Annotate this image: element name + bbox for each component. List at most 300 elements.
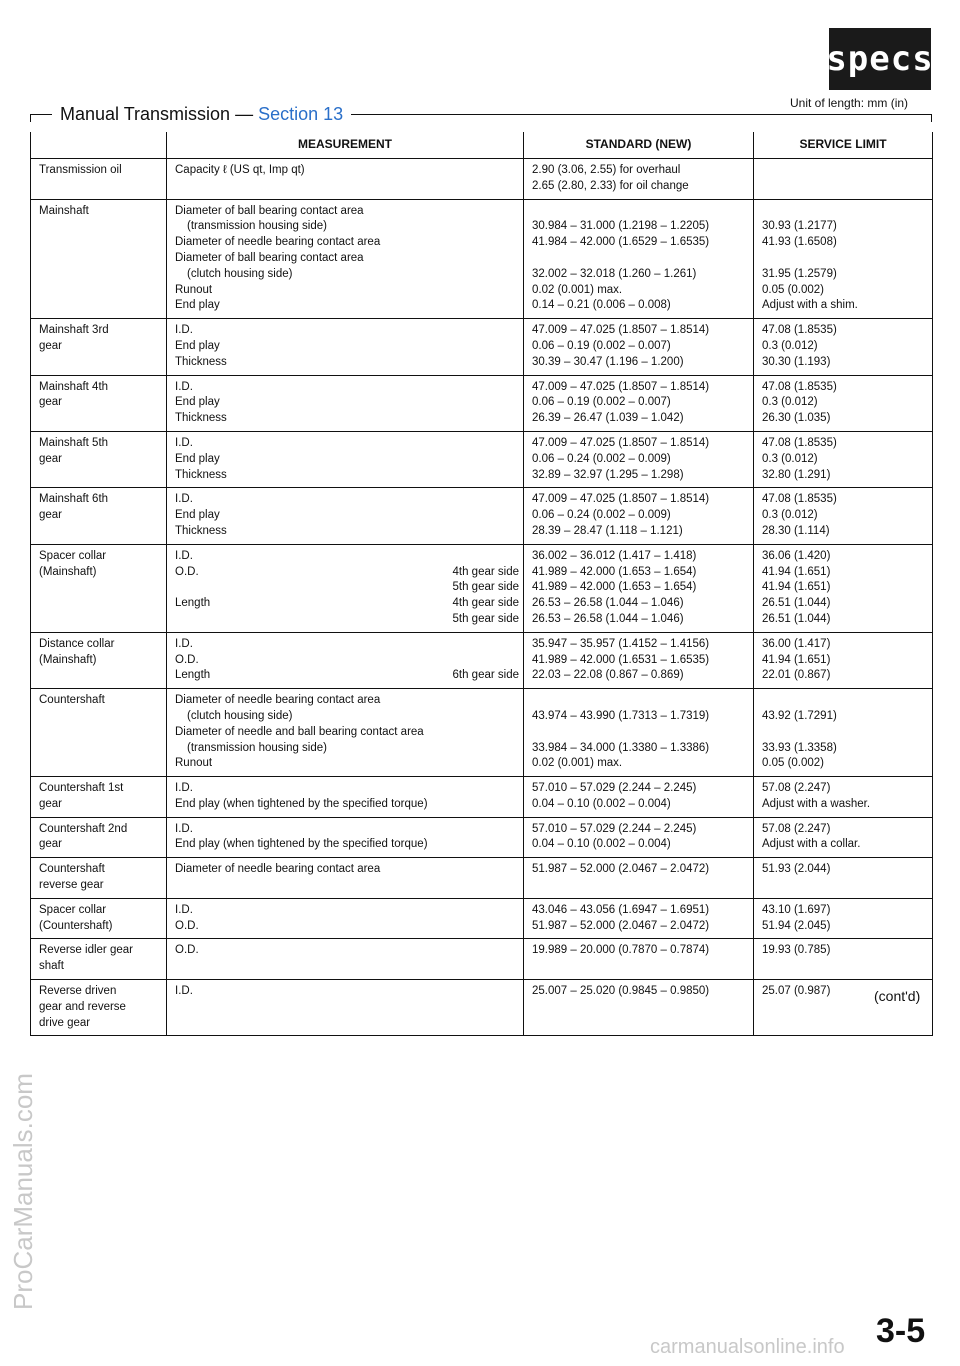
service-limit-value: 0.05 (0.002) bbox=[762, 283, 825, 296]
service-limit-value: 19.93 (0.785) bbox=[762, 944, 831, 957]
measurement-label: I.D. bbox=[175, 903, 193, 916]
standard-cell bbox=[524, 980, 754, 1036]
item-cell bbox=[31, 689, 167, 777]
measurement-cell bbox=[167, 488, 524, 544]
measurement-label: I.D. bbox=[175, 380, 193, 393]
measurement-line bbox=[175, 323, 519, 339]
measurement-qualifier: 5th gear side bbox=[452, 612, 519, 625]
standard-value: 32.002 – 32.018 (1.260 – 1.261) bbox=[532, 267, 697, 280]
standard-value: 30.39 – 30.47 (1.196 – 1.200) bbox=[532, 355, 684, 368]
standard-cell bbox=[524, 319, 754, 375]
measurement-label: I.D. bbox=[175, 436, 193, 449]
measurement-qualifier: 6th gear side bbox=[452, 669, 519, 682]
header-standard: STANDARD (NEW) bbox=[524, 132, 754, 159]
standard-value: 43.046 – 43.056 (1.6947 – 1.6951) bbox=[532, 903, 710, 916]
service-limit-cell bbox=[754, 488, 933, 544]
service-limit-value bbox=[762, 204, 928, 220]
measurement-label: I.D. bbox=[175, 822, 193, 835]
table-row bbox=[31, 375, 933, 431]
measurement-label: Thickness bbox=[175, 468, 227, 481]
standard-value: 47.009 – 47.025 (1.8507 – 1.8514) bbox=[532, 380, 710, 393]
table-row bbox=[31, 777, 933, 818]
measurement-label: O.D. bbox=[175, 919, 199, 932]
measurement-label: Thickness bbox=[175, 355, 227, 368]
measurement-line bbox=[175, 565, 519, 581]
measurement-line bbox=[175, 984, 519, 1000]
standard-value: 19.989 – 20.000 (0.7870 – 0.7874) bbox=[532, 944, 710, 957]
watermark-bottom: carmanualsonline.info bbox=[650, 1336, 845, 1358]
measurement-line bbox=[175, 903, 519, 919]
measurement-label: Runout bbox=[175, 283, 213, 296]
service-limit-value: 47.08 (1.8535) bbox=[762, 324, 837, 337]
service-limit-value: 57.08 (2.247) bbox=[762, 782, 831, 795]
item-label: shaft bbox=[39, 960, 64, 973]
measurement-line bbox=[175, 862, 519, 878]
service-limit-value: 43.92 (1.7291) bbox=[762, 709, 837, 722]
item-cell bbox=[31, 858, 167, 899]
item-label: drive gear bbox=[39, 1016, 91, 1029]
standard-cell bbox=[524, 544, 754, 632]
title-text: Manual Transmission bbox=[60, 104, 231, 124]
header-service-limit: SERVICE LIMIT bbox=[754, 132, 933, 159]
measurement-line bbox=[175, 452, 519, 468]
service-limit-value: Adjust with a collar. bbox=[762, 838, 861, 851]
standard-value: 32.89 – 32.97 (1.295 – 1.298) bbox=[532, 468, 684, 481]
service-limit-value: 43.10 (1.697) bbox=[762, 903, 831, 916]
service-limit-value: Adjust with a washer. bbox=[762, 797, 871, 810]
measurement-label: I.D. bbox=[175, 493, 193, 506]
standard-value bbox=[532, 1016, 749, 1032]
service-limit-cell bbox=[754, 632, 933, 688]
item-cell bbox=[31, 488, 167, 544]
measurement-label: O.D. bbox=[175, 653, 199, 666]
measurement-label: (clutch housing side) bbox=[187, 709, 293, 722]
measurement-line bbox=[175, 741, 519, 757]
standard-value: 2.65 (2.80, 2.33) for oil change bbox=[532, 179, 689, 192]
measurement-label: Thickness bbox=[175, 412, 227, 425]
standard-value: 30.984 – 31.000 (1.2198 – 1.2205) bbox=[532, 220, 710, 233]
measurement-line bbox=[175, 204, 519, 220]
measurement-line bbox=[175, 943, 519, 959]
service-limit-value bbox=[762, 959, 928, 975]
standard-value: 26.39 – 26.47 (1.039 – 1.042) bbox=[532, 412, 684, 425]
measurement-cell bbox=[167, 375, 524, 431]
standard-value: 47.009 – 47.025 (1.8507 – 1.8514) bbox=[532, 436, 710, 449]
measurement-label: Capacity ℓ (US qt, Imp qt) bbox=[175, 164, 305, 176]
standard-value: 26.53 – 26.58 (1.044 – 1.046) bbox=[532, 612, 684, 625]
item-label: Reverse driven bbox=[39, 985, 117, 998]
item-label: gear bbox=[39, 838, 63, 851]
measurement-line bbox=[175, 580, 519, 596]
item-label: Mainshaft 6th bbox=[39, 493, 109, 506]
standard-value: 0.14 – 0.21 (0.006 – 0.008) bbox=[532, 299, 671, 312]
item-label: Mainshaft 3rd bbox=[39, 324, 109, 337]
measurement-qualifier: 5th gear side bbox=[452, 581, 519, 594]
table-row bbox=[31, 898, 933, 939]
item-label: (Mainshaft) bbox=[39, 565, 97, 578]
table-row bbox=[31, 632, 933, 688]
measurement-line bbox=[175, 235, 519, 251]
service-limit-value: 28.30 (1.114) bbox=[762, 524, 830, 537]
standard-value: 0.06 – 0.24 (0.002 – 0.009) bbox=[532, 509, 671, 522]
header-rule-tick-right bbox=[931, 114, 932, 122]
measurement-cell bbox=[167, 544, 524, 632]
table-row bbox=[31, 817, 933, 858]
standard-value: 43.974 – 43.990 (1.7313 – 1.7319) bbox=[532, 709, 710, 722]
item-label: gear bbox=[39, 797, 63, 810]
service-limit-value: 0.3 (0.012) bbox=[762, 509, 818, 522]
item-label: Countershaft bbox=[39, 863, 105, 876]
service-limit-value: 31.95 (1.2579) bbox=[762, 267, 837, 280]
service-limit-cell bbox=[754, 817, 933, 858]
service-limit-value: 41.94 (1.651) bbox=[762, 581, 831, 594]
service-limit-cell bbox=[754, 375, 933, 431]
item-label: Mainshaft bbox=[39, 204, 89, 217]
standard-value: 0.04 – 0.10 (0.002 – 0.004) bbox=[532, 797, 671, 810]
item-label: gear bbox=[39, 339, 63, 352]
measurement-line bbox=[175, 709, 519, 725]
item-cell bbox=[31, 375, 167, 431]
standard-cell bbox=[524, 375, 754, 431]
measurement-line bbox=[175, 653, 519, 669]
standard-cell bbox=[524, 777, 754, 818]
service-limit-cell bbox=[754, 939, 933, 980]
service-limit-value bbox=[762, 163, 928, 179]
standard-value: 57.010 – 57.029 (2.244 – 2.245) bbox=[532, 822, 697, 835]
service-limit-value: 33.93 (1.3358) bbox=[762, 741, 837, 754]
standard-value: 41.989 – 42.000 (1.653 – 1.654) bbox=[532, 565, 697, 578]
standard-value: 41.984 – 42.000 (1.6529 – 1.6535) bbox=[532, 236, 710, 249]
standard-value: 0.06 – 0.19 (0.002 – 0.007) bbox=[532, 339, 671, 352]
measurement-line bbox=[175, 163, 519, 179]
service-limit-cell bbox=[754, 689, 933, 777]
standard-value: 2.90 (3.06, 2.55) for overhaul bbox=[532, 164, 681, 176]
measurement-label: End play bbox=[175, 509, 220, 522]
service-limit-value bbox=[762, 1016, 928, 1032]
standard-value: 28.39 – 28.47 (1.118 – 1.121) bbox=[532, 524, 683, 537]
measurement-line bbox=[175, 179, 519, 195]
service-limit-value bbox=[762, 878, 928, 894]
standard-value: 26.53 – 26.58 (1.044 – 1.046) bbox=[532, 597, 684, 610]
service-limit-value: 41.94 (1.651) bbox=[762, 653, 831, 666]
measurement-label: End play bbox=[175, 299, 220, 312]
item-cell bbox=[31, 431, 167, 487]
service-limit-value: Adjust with a shim. bbox=[762, 299, 858, 312]
measurement-line bbox=[175, 468, 519, 484]
table-row bbox=[31, 199, 933, 319]
standard-value: 47.009 – 47.025 (1.8507 – 1.8514) bbox=[532, 493, 710, 506]
item-label: Transmission oil bbox=[39, 164, 122, 176]
standard-cell bbox=[524, 817, 754, 858]
service-limit-value: 51.94 (2.045) bbox=[762, 919, 831, 932]
measurement-label: End play (when tightened by the specified torque) bbox=[175, 797, 428, 810]
measurement-line bbox=[175, 919, 519, 935]
watermark-side: ProCarManuals.com bbox=[8, 1073, 38, 1310]
standard-cell bbox=[524, 159, 754, 200]
measurement-label: End play bbox=[175, 396, 220, 409]
item-cell bbox=[31, 777, 167, 818]
item-cell bbox=[31, 632, 167, 688]
standard-value: 33.984 – 34.000 (1.3380 – 1.3386) bbox=[532, 741, 710, 754]
service-limit-value: 30.30 (1.193) bbox=[762, 355, 831, 368]
measurement-label: O.D. bbox=[175, 565, 199, 578]
service-limit-value: 47.08 (1.8535) bbox=[762, 436, 837, 449]
standard-value bbox=[532, 1000, 749, 1016]
measurement-cell bbox=[167, 632, 524, 688]
standard-cell bbox=[524, 858, 754, 899]
item-label: (Countershaft) bbox=[39, 919, 113, 932]
service-limit-value: 30.93 (1.2177) bbox=[762, 220, 837, 233]
service-limit-value: 22.01 (0.867) bbox=[762, 669, 831, 682]
measurement-line bbox=[175, 668, 519, 684]
service-limit-cell bbox=[754, 319, 933, 375]
measurement-line bbox=[175, 524, 519, 540]
standard-value: 51.987 – 52.000 (2.0467 – 2.0472) bbox=[532, 863, 710, 876]
measurement-line bbox=[175, 725, 519, 741]
measurement-cell bbox=[167, 159, 524, 200]
service-limit-cell bbox=[754, 544, 933, 632]
service-limit-value: 41.93 (1.6508) bbox=[762, 236, 837, 249]
standard-value: 36.002 – 36.012 (1.417 – 1.418) bbox=[532, 549, 697, 562]
item-label: (Mainshaft) bbox=[39, 653, 97, 666]
item-label: Distance collar bbox=[39, 637, 115, 650]
item-label: reverse gear bbox=[39, 879, 104, 892]
table-row bbox=[31, 319, 933, 375]
unit-note: Unit of length: mm (in) bbox=[786, 96, 912, 110]
service-limit-value: 36.00 (1.417) bbox=[762, 637, 831, 650]
item-label: Countershaft bbox=[39, 694, 105, 707]
table-row bbox=[31, 431, 933, 487]
service-limit-value: 0.05 (0.002) bbox=[762, 757, 825, 770]
service-limit-value: 25.07 (0.987) bbox=[762, 985, 831, 998]
measurement-line bbox=[175, 637, 519, 653]
standard-value: 0.06 – 0.19 (0.002 – 0.007) bbox=[532, 396, 671, 409]
standard-value bbox=[532, 204, 749, 220]
measurement-line bbox=[175, 508, 519, 524]
standard-value bbox=[532, 878, 749, 894]
measurement-line bbox=[175, 959, 519, 975]
item-label: Reverse idler gear bbox=[39, 944, 133, 957]
table-row bbox=[31, 858, 933, 899]
service-limit-value bbox=[762, 251, 928, 267]
measurement-label: (clutch housing side) bbox=[187, 267, 293, 280]
measurement-line bbox=[175, 355, 519, 371]
item-cell bbox=[31, 199, 167, 319]
measurement-line bbox=[175, 1000, 519, 1016]
item-cell bbox=[31, 544, 167, 632]
service-limit-value: 0.3 (0.012) bbox=[762, 396, 818, 409]
measurement-line bbox=[175, 1016, 519, 1032]
measurement-cell bbox=[167, 817, 524, 858]
standard-cell bbox=[524, 488, 754, 544]
item-label: Countershaft 1st bbox=[39, 782, 124, 795]
item-label: Mainshaft 4th bbox=[39, 380, 109, 393]
measurement-label: Diameter of ball bearing contact area bbox=[175, 204, 364, 217]
item-label: gear and reverse bbox=[39, 1000, 126, 1013]
title-dash: — bbox=[235, 104, 254, 124]
table-row bbox=[31, 980, 933, 1036]
continued-note: (cont'd) bbox=[874, 988, 921, 1004]
standard-cell bbox=[524, 939, 754, 980]
measurement-label: (transmission housing side) bbox=[187, 220, 327, 233]
item-cell bbox=[31, 980, 167, 1036]
measurement-line bbox=[175, 251, 519, 267]
measurement-qualifier: 4th gear side bbox=[452, 597, 519, 610]
measurement-label: I.D. bbox=[175, 549, 193, 562]
measurement-line bbox=[175, 436, 519, 452]
service-limit-cell bbox=[754, 431, 933, 487]
service-limit-value: 47.08 (1.8535) bbox=[762, 493, 837, 506]
measurement-label: I.D. bbox=[175, 324, 193, 337]
measurement-label: Diameter of needle bearing contact area bbox=[175, 236, 381, 249]
measurement-label: Thickness bbox=[175, 524, 227, 537]
item-label: gear bbox=[39, 396, 63, 409]
standard-value: 51.987 – 52.000 (2.0467 – 2.0472) bbox=[532, 919, 710, 932]
measurement-label: I.D. bbox=[175, 985, 193, 998]
service-limit-value: 47.08 (1.8535) bbox=[762, 380, 837, 393]
measurement-label: Diameter of needle and ball bearing contact area bbox=[175, 725, 424, 738]
measurement-cell bbox=[167, 898, 524, 939]
table-header-row bbox=[31, 132, 933, 159]
page-title bbox=[52, 102, 351, 126]
measurement-cell bbox=[167, 319, 524, 375]
item-cell bbox=[31, 939, 167, 980]
measurement-label: Diameter of needle bearing contact area bbox=[175, 694, 381, 707]
measurement-line bbox=[175, 219, 519, 235]
standard-value: 41.989 – 42.000 (1.6531 – 1.6535) bbox=[532, 653, 710, 666]
standard-value: 0.02 (0.001) max. bbox=[532, 757, 623, 770]
service-limit-value: 0.3 (0.012) bbox=[762, 339, 818, 352]
standard-cell bbox=[524, 898, 754, 939]
measurement-label: I.D. bbox=[175, 782, 193, 795]
measurement-cell bbox=[167, 858, 524, 899]
standard-value bbox=[532, 693, 749, 709]
measurement-line bbox=[175, 797, 519, 813]
service-limit-value bbox=[762, 693, 928, 709]
service-limit-cell bbox=[754, 199, 933, 319]
service-limit-value: 32.80 (1.291) bbox=[762, 468, 831, 481]
table-row bbox=[31, 544, 933, 632]
item-cell bbox=[31, 319, 167, 375]
service-limit-cell bbox=[754, 858, 933, 899]
standard-cell bbox=[524, 632, 754, 688]
measurement-line bbox=[175, 411, 519, 427]
measurement-line bbox=[175, 339, 519, 355]
measurement-label: Diameter of ball bearing contact area bbox=[175, 251, 364, 264]
service-limit-value: 51.93 (2.044) bbox=[762, 863, 831, 876]
item-label: Spacer collar bbox=[39, 903, 107, 916]
header-item bbox=[31, 132, 167, 159]
measurement-cell bbox=[167, 689, 524, 777]
measurement-cell bbox=[167, 431, 524, 487]
measurement-line bbox=[175, 596, 519, 612]
measurement-label: Length bbox=[175, 597, 211, 610]
measurement-label: End play bbox=[175, 452, 220, 465]
measurement-label: (transmission housing side) bbox=[187, 741, 327, 754]
header-measurement: MEASUREMENT bbox=[167, 132, 524, 159]
standard-value: 25.007 – 25.020 (0.9845 – 0.9850) bbox=[532, 985, 710, 998]
measurement-line bbox=[175, 549, 519, 565]
measurement-cell bbox=[167, 199, 524, 319]
measurement-qualifier: 4th gear side bbox=[452, 565, 519, 578]
standard-value bbox=[532, 959, 749, 975]
measurement-line bbox=[175, 267, 519, 283]
standard-value: 22.03 – 22.08 (0.867 – 0.869) bbox=[532, 669, 684, 682]
item-cell bbox=[31, 898, 167, 939]
service-limit-value bbox=[762, 179, 928, 195]
item-label: gear bbox=[39, 509, 63, 522]
item-label: Spacer collar bbox=[39, 549, 107, 562]
standard-value: 0.04 – 0.10 (0.002 – 0.004) bbox=[532, 838, 671, 851]
service-limit-cell bbox=[754, 777, 933, 818]
measurement-line bbox=[175, 612, 519, 628]
measurement-line bbox=[175, 298, 519, 314]
standard-value: 41.989 – 42.000 (1.653 – 1.654) bbox=[532, 581, 697, 594]
measurement-line bbox=[175, 283, 519, 299]
item-label: gear bbox=[39, 452, 63, 465]
measurement-cell bbox=[167, 939, 524, 980]
measurement-line bbox=[175, 837, 519, 853]
service-limit-value: 41.94 (1.651) bbox=[762, 565, 831, 578]
measurement-cell bbox=[167, 980, 524, 1036]
item-label: Mainshaft 5th bbox=[39, 436, 109, 449]
table-row bbox=[31, 689, 933, 777]
service-limit-value: 0.3 (0.012) bbox=[762, 452, 818, 465]
table-row bbox=[31, 159, 933, 200]
service-limit-value: 57.08 (2.247) bbox=[762, 822, 831, 835]
service-limit-value: 26.51 (1.044) bbox=[762, 597, 831, 610]
standard-value bbox=[532, 725, 749, 741]
service-limit-cell bbox=[754, 898, 933, 939]
standard-value: 0.06 – 0.24 (0.002 – 0.009) bbox=[532, 452, 671, 465]
service-limit-cell bbox=[754, 159, 933, 200]
measurement-label: Diameter of needle bearing contact area bbox=[175, 863, 381, 876]
measurement-line bbox=[175, 878, 519, 894]
spec-table bbox=[30, 132, 933, 1036]
header-rule-tick-left bbox=[30, 114, 31, 122]
measurement-label: End play (when tightened by the specified torque) bbox=[175, 838, 428, 851]
measurement-line bbox=[175, 756, 519, 772]
measurement-label: Runout bbox=[175, 757, 213, 770]
table-row bbox=[31, 488, 933, 544]
measurement-line bbox=[175, 693, 519, 709]
standard-value: 57.010 – 57.029 (2.244 – 2.245) bbox=[532, 782, 697, 795]
specs-logo: specs bbox=[829, 28, 931, 90]
table-row bbox=[31, 939, 933, 980]
measurement-line bbox=[175, 380, 519, 396]
section-link[interactable]: Section 13 bbox=[258, 104, 344, 124]
standard-value bbox=[532, 251, 749, 267]
service-limit-value bbox=[762, 725, 928, 741]
measurement-line bbox=[175, 822, 519, 838]
standard-value: 0.02 (0.001) max. bbox=[532, 283, 623, 296]
item-cell bbox=[31, 817, 167, 858]
measurement-label: I.D. bbox=[175, 637, 193, 650]
measurement-label: End play bbox=[175, 339, 220, 352]
measurement-label: O.D. bbox=[175, 944, 199, 957]
standard-cell bbox=[524, 689, 754, 777]
measurement-cell bbox=[167, 777, 524, 818]
measurement-line bbox=[175, 395, 519, 411]
item-cell bbox=[31, 159, 167, 200]
measurement-line bbox=[175, 492, 519, 508]
item-label: Countershaft 2nd bbox=[39, 822, 128, 835]
standard-value: 47.009 – 47.025 (1.8507 – 1.8514) bbox=[532, 324, 710, 337]
page-number: 3-5 bbox=[876, 1312, 926, 1350]
standard-value: 35.947 – 35.957 (1.4152 – 1.4156) bbox=[532, 637, 710, 650]
measurement-label: Length bbox=[175, 669, 211, 682]
standard-cell bbox=[524, 199, 754, 319]
